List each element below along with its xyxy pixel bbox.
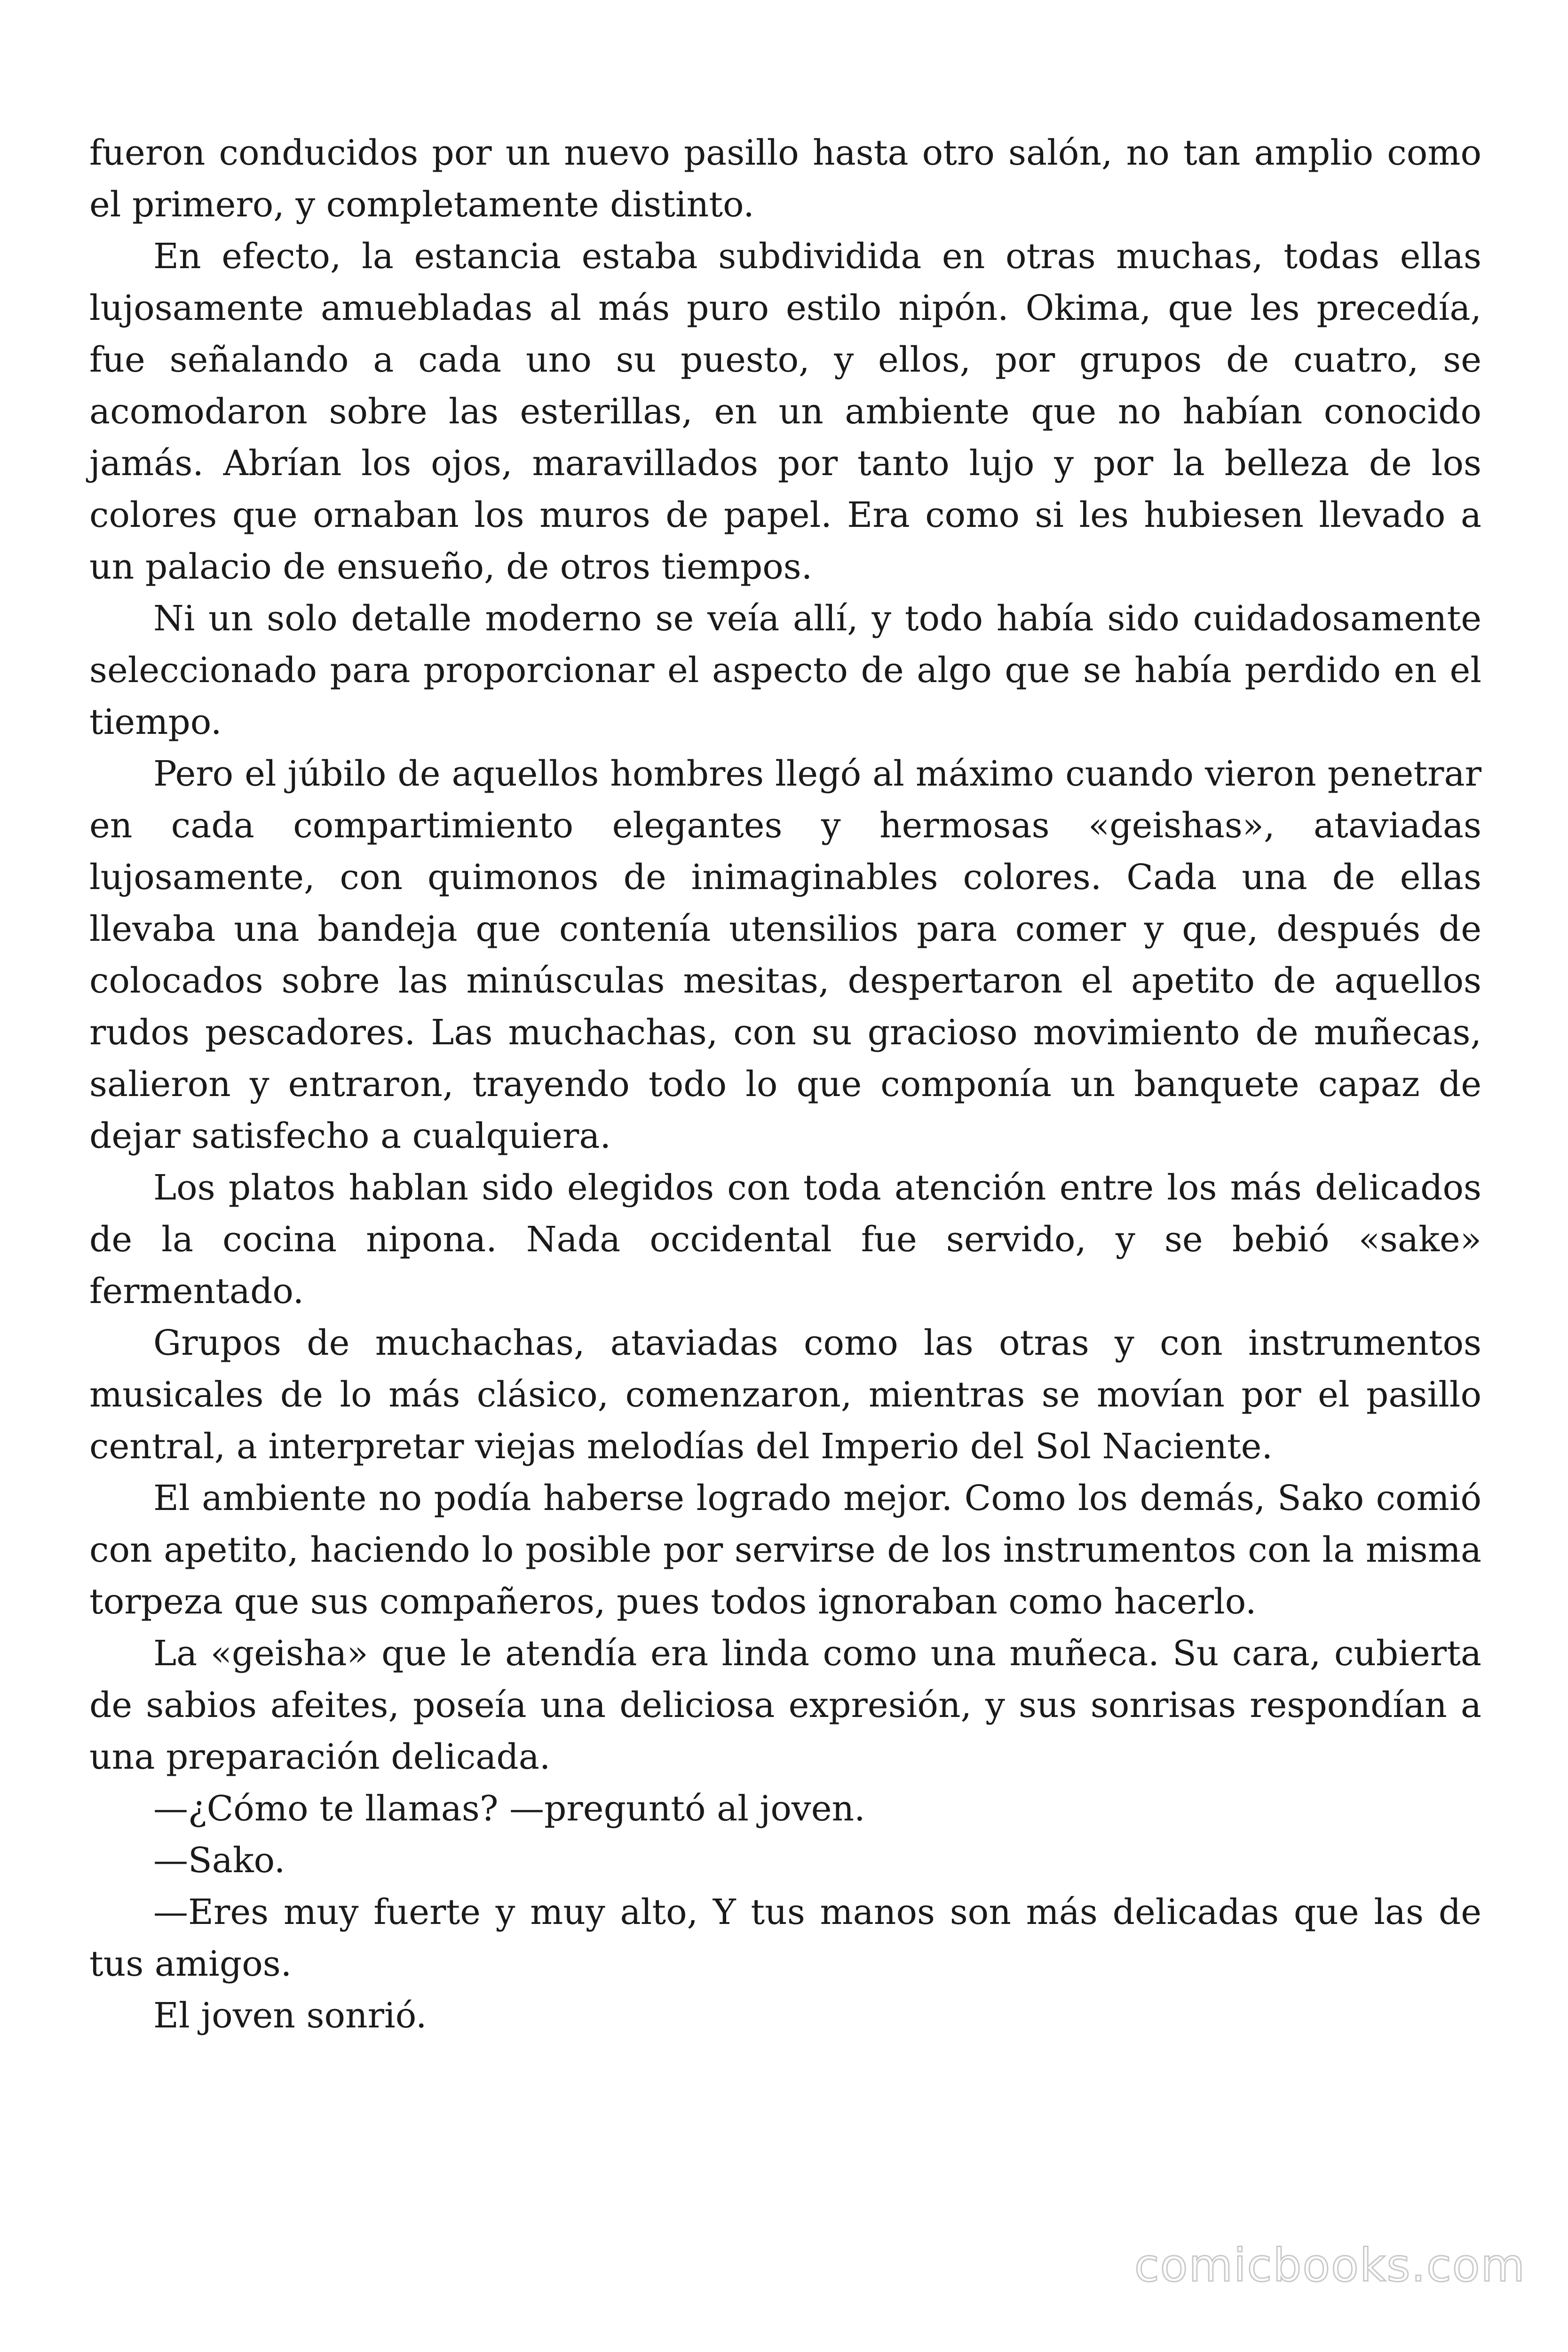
paragraph-8: La «geisha» que le atendía era linda como una muñeca. Su cara, cubierta de sabios afeites, poseía una deliciosa expresión, y sus sonrisas respondían a una preparación delicada. bbox=[89, 1633, 1481, 1777]
paragraph-7: El ambiente no podía haberse logrado mejor. Como los demás, Sako comió con apetito, haciendo lo posible por servirse de los instrumentos con la misma torpeza que sus compañeros, pues todos ignoraban como hacerlo. bbox=[89, 1478, 1481, 1622]
paragraph-final: El joven sonrió. bbox=[153, 1995, 427, 2036]
page-body bbox=[89, 127, 1481, 2042]
paragraph-3: Ni un solo detalle moderno se veía allí, y todo había sido cuidadosamente seleccionado para proporcionar el aspecto de algo que se había perdido en el tiempo. bbox=[89, 598, 1481, 742]
paragraph-4: Pero el júbilo de aquellos hombres llegó al máximo cuando vieron penetrar en cada compartimiento elegantes y hermosas «geishas», ataviadas lujosamente, con quimonos de inimaginables colores. Cada una de ellas llevaba una bandeja que contenía utensilios para comer y que, después de colocados sobre las minúsculas mesitas, despertaron el apetito de aquellos rudos pescadores. Las muchachas, con su gracioso movimiento de muñecas, salieron y entraron, trayendo todo lo que componía un banquete capaz de dejar satisfecho a cualquiera. bbox=[89, 754, 1481, 1156]
paragraph-6: Grupos de muchachas, ataviadas como las otras y con instrumentos musicales de lo más clásico, comenzaron, mientras se movían por el pasillo central, a interpretar viejas melodías del Imperio del Sol Naciente. bbox=[89, 1323, 1481, 1467]
dialogue-line-3: —Eres muy fuerte y muy alto, Y tus manos son más delicadas que las de tus amigos. bbox=[89, 1892, 1481, 1984]
paragraph-5: Los platos hablan sido elegidos con toda atención entre los más delicados de la cocina nipona. Nada occidental fue servido, y se bebió «sake» fermentado. bbox=[89, 1168, 1481, 1311]
paragraph-1: fueron conducidos por un nuevo pasillo hasta otro salón, no tan amplio como el primero, y completamente distinto. bbox=[89, 133, 1481, 225]
paragraph-2: En efecto, la estancia estaba subdividida en otras muchas, todas ellas lujosamente amuebladas al más puro estilo nipón. Okima, que les precedía, fue señalando a cada uno su puesto, y ellos, por grupos de cuatro, se acomodaron sobre las esterillas, en un ambiente que no habían conocido jamás. Abrían los ojos, maravillados por tanto lujo y por la belleza de los colores que ornaban los muros de papel. Era como si les hubiesen llevado a un palacio de ensueño, de otros tiempos. bbox=[89, 236, 1481, 587]
dialogue-line-2: —Sako. bbox=[153, 1840, 285, 1881]
dialogue-line-1: —¿Cómo te llamas? —preguntó al joven. bbox=[153, 1788, 865, 1829]
watermark: comicbooks.com bbox=[1134, 2239, 1526, 2292]
